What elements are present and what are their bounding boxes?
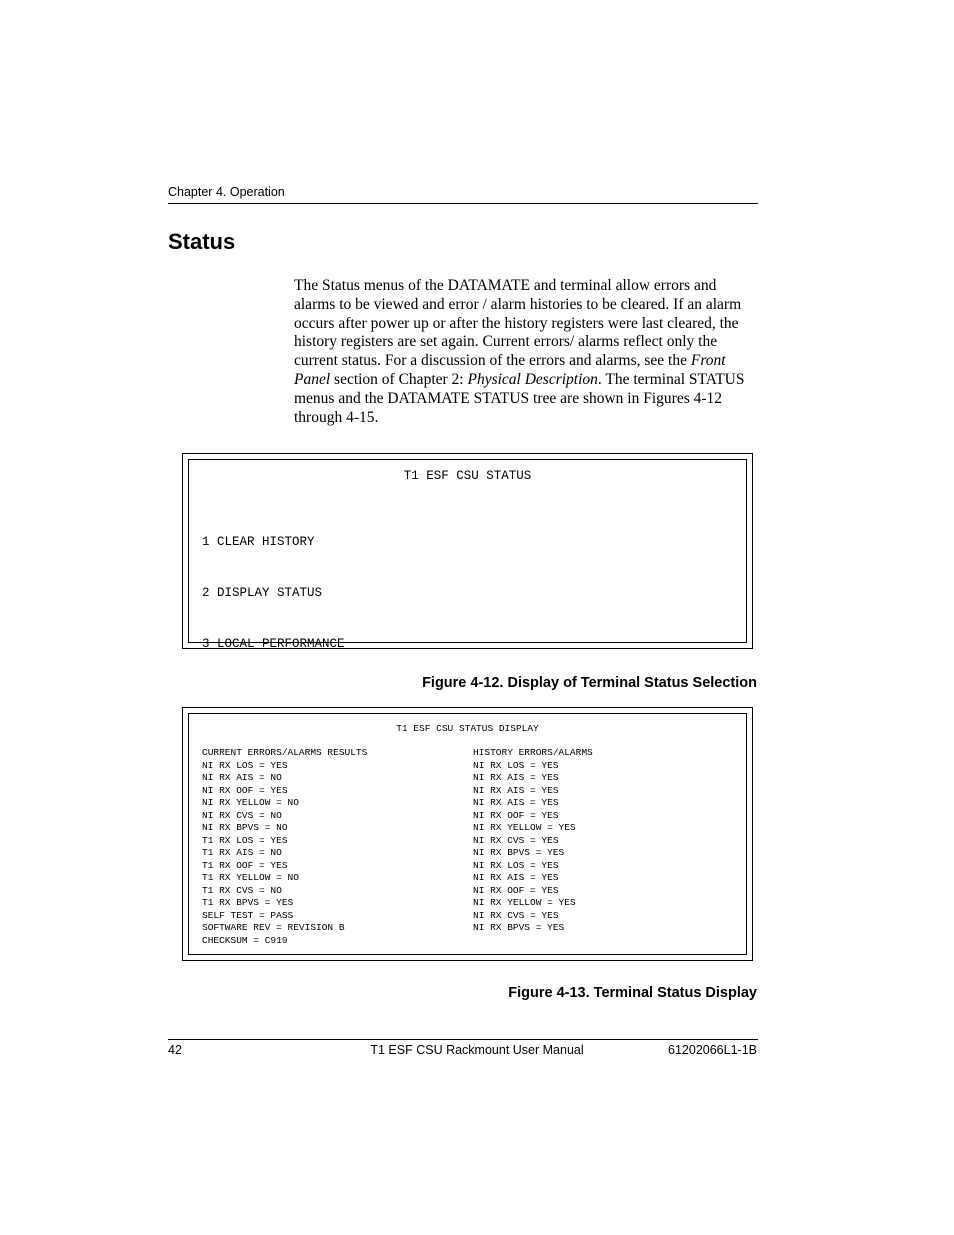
history-errors-line: NI RX CVS = YES — [473, 834, 559, 846]
current-errors-line: T1 RX LOS = YES — [202, 834, 288, 846]
current-errors-line: NI RX BPVS = NO — [202, 822, 288, 833]
history-errors-line: NI RX AIS = YES — [473, 772, 559, 783]
current-errors-line: T1 RX AIS = NO — [202, 847, 282, 858]
paragraph-italic-physical-description: Physical Description — [467, 370, 598, 388]
running-head: Chapter 4. Operation — [168, 185, 285, 199]
current-errors-line: NI RX YELLOW = NO — [202, 797, 299, 808]
paragraph-text: . The terminal STATUS menus and the DATAMATE STATUS tree are shown in Figures 4-12 through 4-15. — [294, 370, 745, 426]
history-errors-line: NI RX OOF = YES — [473, 809, 559, 821]
current-errors-line: T1 RX YELLOW = NO — [202, 872, 299, 883]
terminal-menu — [202, 500, 345, 687]
current-errors-line: SOFTWARE REV = REVISION B — [202, 922, 345, 933]
current-errors-line: NI RX AIS = NO — [202, 772, 282, 783]
current-errors-line: T1 RX BPVS = YES — [202, 897, 294, 908]
current-errors-line: NI RX CVS = NO — [202, 809, 282, 821]
page-number: 42 — [168, 1043, 182, 1057]
current-errors-column — [202, 747, 367, 947]
footer-rule — [168, 1039, 758, 1040]
terminal-status-menu-screen — [182, 453, 753, 649]
terminal-status-display-screen — [182, 707, 753, 961]
terminal-title: T1 ESF CSU STATUS DISPLAY — [396, 723, 539, 734]
current-errors-heading: CURRENT ERRORS/ALARMS RESULTS — [202, 747, 368, 758]
history-errors-line: NI RX AIS = YES — [473, 797, 559, 808]
history-errors-column — [473, 747, 593, 935]
current-errors-line: NI RX LOS = YES — [202, 759, 288, 771]
current-errors-line: CHECKSUM = C919 — [202, 934, 288, 946]
paragraph-italic-front-panel: Front Panel — [294, 352, 726, 388]
section-title: Status — [168, 229, 236, 254]
menu-item-local-performance: 3 LOCAL PERFORMANCE — [202, 637, 345, 651]
current-errors-line: T1 RX CVS = NO — [202, 884, 282, 896]
history-errors-heading: HISTORY ERRORS/ALARMS — [473, 747, 593, 758]
history-errors-line: NI RX BPVS = YES — [473, 922, 565, 933]
terminal-title: T1 ESF CSU STATUS — [403, 469, 532, 483]
paragraph-text: The Status menus of the DATAMATE and terminal allow errors and alarms to be viewed and error / alarm histories to be cleared. If an alarm occurs after power up or after the history registers were last cleared, the history registers are set again. Current errors/ alarms reflect only the current status. For a discussion of the errors and alarms, see the — [294, 277, 742, 370]
current-errors-line: T1 RX OOF = YES — [202, 859, 288, 871]
figure-12-caption: Figure 4-12. Display of Terminal Status Selection — [422, 675, 757, 691]
figure-13-caption: Figure 4-13. Terminal Status Display — [508, 985, 757, 1001]
menu-item-clear-history: 1 CLEAR HISTORY — [202, 535, 315, 549]
current-errors-line: NI RX OOF = YES — [202, 784, 288, 796]
terminal-inner-border — [188, 713, 747, 955]
terminal-inner-border — [188, 459, 747, 651]
current-errors-line: SELF TEST = PASS — [202, 909, 294, 921]
history-errors-line: NI RX LOS = YES — [473, 759, 559, 771]
header-rule — [168, 203, 758, 204]
history-errors-line: NI RX AIS = YES — [473, 872, 559, 883]
history-errors-line: NI RX LOS = YES — [473, 859, 559, 871]
history-errors-line: NI RX BPVS = YES — [473, 847, 565, 858]
history-errors-line: NI RX YELLOW = YES — [473, 822, 576, 833]
menu-item-display-status: 2 DISPLAY STATUS — [202, 586, 323, 600]
history-errors-line: NI RX YELLOW = YES — [473, 897, 576, 908]
history-errors-line: NI RX CVS = YES — [473, 909, 559, 921]
history-errors-line: NI RX OOF = YES — [473, 884, 559, 896]
history-errors-line: NI RX AIS = YES — [473, 784, 559, 796]
body-paragraph — [294, 277, 756, 427]
part-number: 61202066L1-1B — [668, 1043, 757, 1057]
paragraph-text: section of Chapter 2: — [330, 370, 468, 388]
manual-title: T1 ESF CSU Rackmount User Manual — [370, 1043, 584, 1057]
